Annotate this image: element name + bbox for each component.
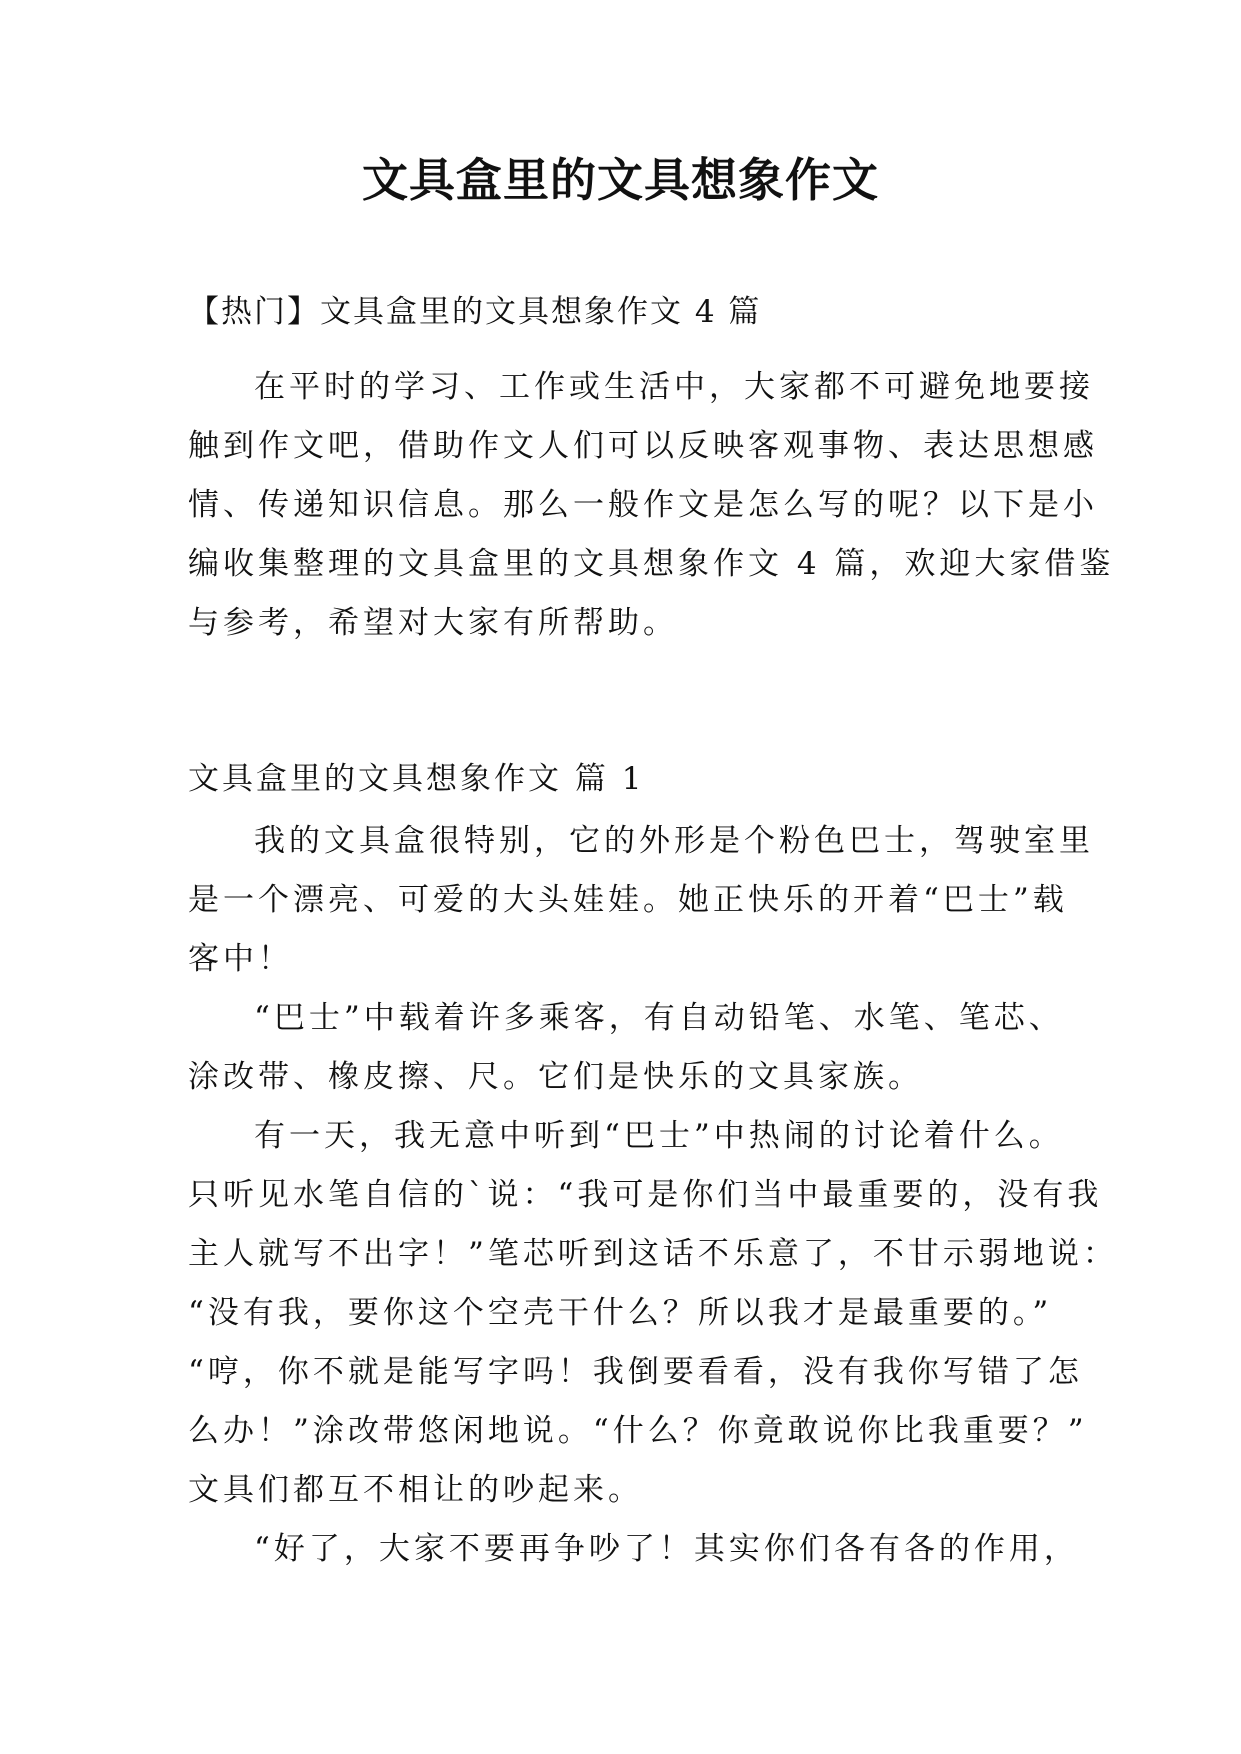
intro-paragraph [188, 358, 1115, 653]
intro-line: 编收集整理的文具盒里的文具想象作文 4 篇，欢迎大家借鉴 [188, 546, 1115, 582]
body-line: “哼，你不就是能写字吗！我倒要看看，没有我你写错了怎 [188, 1354, 1083, 1390]
body-line: 有一天，我无意中听到“巴士”中热闹的讨论着什么。 [254, 1118, 1064, 1154]
body-line: 我的文具盒很特别，它的外形是个粉色巴士，驾驶室里 [254, 823, 1094, 859]
intro-line: 情、传递知识信息。那么一般作文是怎么写的呢？以下是小 [188, 487, 1098, 523]
body-line: “好了，大家不要再争吵了！其实你们各有各的作用， [254, 1531, 1079, 1567]
document-title: 文具盒里的文具想象作文 [362, 153, 879, 207]
body-line: 是一个漂亮、可爱的大头娃娃。她正快乐的开着“巴士”载 [188, 882, 1068, 918]
body-line: 客中！ [188, 941, 293, 977]
intro-line: 与参考，希望对大家有所帮助。 [188, 605, 678, 641]
body-line: “没有我，要你这个空壳干什么？所以我才是最重要的。” [188, 1295, 1053, 1331]
body-line: 只听见水笔自信的`说：“我可是你们当中最重要的，没有我 [188, 1177, 1103, 1213]
body-line: 涂改带、橡皮擦、尺。它们是快乐的文具家族。 [188, 1059, 923, 1095]
section-body [188, 812, 1118, 1579]
section-heading: 文具盒里的文具想象作文 篇 1 [188, 761, 645, 797]
intro-line: 触到作文吧，借助作文人们可以反映客观事物、表达思想感 [188, 428, 1098, 464]
body-line: 文具们都互不相让的吵起来。 [188, 1472, 643, 1508]
intro-line: 在平时的学习、工作或生活中，大家都不可避免地要接 [254, 369, 1094, 405]
body-line: “巴士”中载着许多乘客，有自动铅笔、水笔、笔芯、 [254, 1000, 1064, 1036]
body-line: 么办！”涂改带悠闲地说。“什么？你竟敢说你比我重要？” [188, 1413, 1088, 1449]
document-subtitle: 【热门】文具盒里的文具想象作文 4 篇 [188, 294, 762, 330]
body-line: 主人就写不出字！”笔芯听到这话不乐意了，不甘示弱地说： [188, 1236, 1118, 1272]
